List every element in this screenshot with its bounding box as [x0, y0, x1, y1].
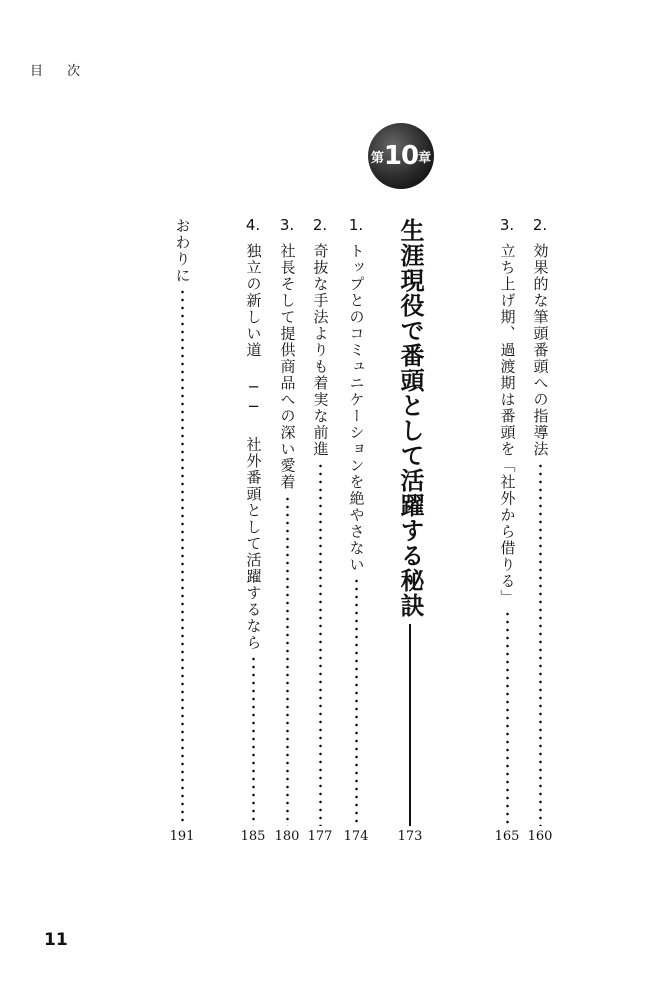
toc-entry-title: 効果的な筆頭番頭への指導法: [531, 243, 550, 458]
leader-dots: [181, 288, 184, 826]
chapter-badge: [368, 123, 434, 189]
leader-dots: [539, 462, 542, 827]
toc-entry-page: 191: [169, 829, 195, 844]
toc-entry-page: 185: [240, 829, 266, 844]
chapter-badge-number: 10: [383, 141, 419, 171]
toc-entry[interactable]: [309, 218, 331, 826]
toc-entry-title: 奇抜な手法よりも着実な前進: [311, 243, 330, 458]
toc-entry-page: 174: [343, 829, 369, 844]
page-number: 11: [44, 930, 68, 950]
toc-entry-number: 2.: [532, 216, 548, 234]
toc-entry-title: 独立の新しい道 ── 社外番頭として活躍するなら: [244, 243, 263, 651]
toc-entry-title: おわりに: [173, 218, 192, 284]
toc-entry[interactable]: [345, 218, 367, 826]
leader-dots: [252, 655, 255, 826]
toc-entry[interactable]: [276, 218, 298, 826]
chapter-rule: [409, 624, 411, 826]
toc-entry[interactable]: [171, 218, 193, 826]
toc-entry-number: 3.: [499, 216, 515, 234]
toc-entry-number: 1.: [348, 216, 364, 234]
leader-dots: [319, 462, 322, 827]
leader-dots: [286, 495, 289, 827]
chapter-badge-suffix: 章: [418, 150, 432, 166]
toc-entry-title: 社長そして提供商品への深い愛着: [278, 243, 297, 491]
leader-dots: [506, 610, 509, 826]
toc-entry-number: 4.: [245, 216, 261, 234]
toc-entry-page: 160: [527, 829, 553, 844]
chapter-badge-prefix: 第: [370, 150, 384, 166]
toc-header: 目 次: [30, 64, 91, 79]
chapter-page: 173: [397, 829, 423, 844]
leader-dots: [355, 577, 358, 826]
chapter-title: 生涯現役で番頭として活躍する秘訣: [396, 218, 424, 618]
toc-entry-page: 165: [494, 829, 520, 844]
toc-entry[interactable]: [496, 218, 518, 826]
toc-entry-number: 2.: [312, 216, 328, 234]
chapter-heading[interactable]: [395, 218, 425, 826]
toc-entry-title: トップとのコミュニケーションを絶やさない: [347, 243, 366, 573]
toc-entry-number: 3.: [279, 216, 295, 234]
toc-entry-page: 180: [274, 829, 300, 844]
toc-entry[interactable]: [529, 218, 551, 826]
toc-entry-title: 立ち上げ期、過渡期は番頭を「社外から借りる」: [498, 243, 517, 606]
toc-entry-page: 177: [307, 829, 333, 844]
toc-entry[interactable]: [242, 218, 264, 826]
